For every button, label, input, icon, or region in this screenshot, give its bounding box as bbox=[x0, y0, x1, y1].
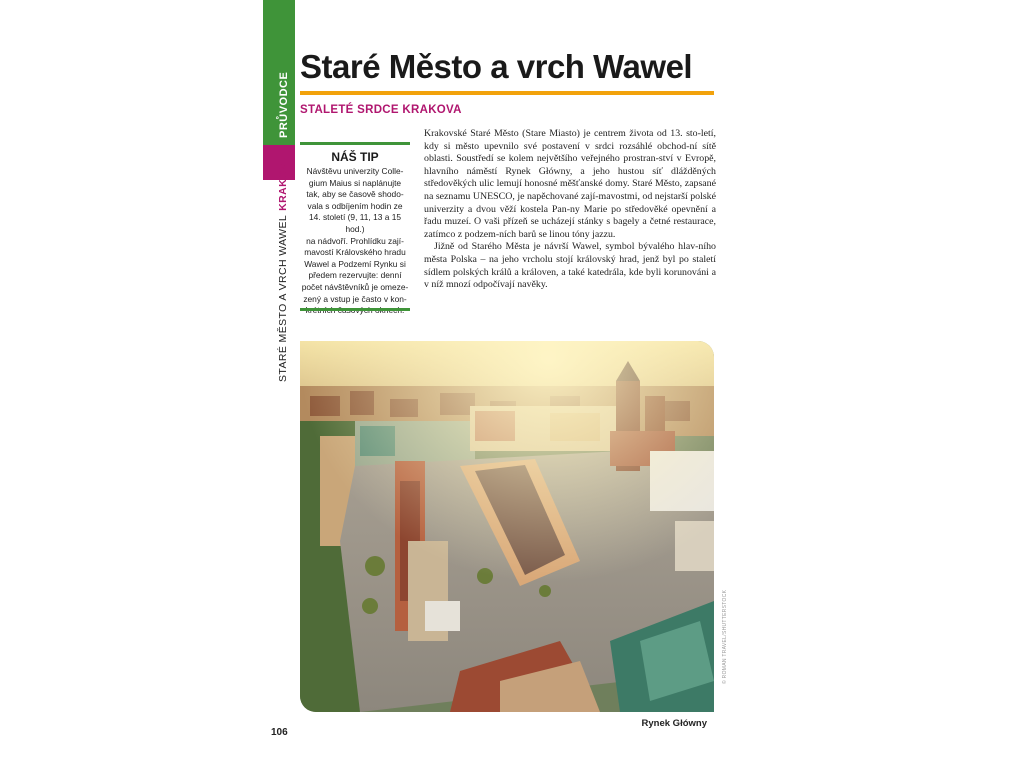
tip-body bbox=[300, 166, 410, 317]
aerial-city-illustration bbox=[300, 341, 714, 712]
tip-line: Návštěvu univerzity Colle- bbox=[306, 166, 404, 176]
tip-line: na nádvoří. Prohlídku zají- bbox=[306, 235, 404, 246]
paragraph: Krakovské Staré Město (Stare Miasto) je centrem života od 13. sto-letí, kdy si město upevnilo své postavení v srdci rozsáhlé obchod-ní sítě oblasti. Soustředí se kolem největšího veřejného prostran-ství v Evropě, hlavního náměstí Rynek Główny, a jeho hustou síť dlážděných středověkých ulic lemují honosné měšťanské domy. Staré Město, zapsané na seznamu UNESCO, je napěchované zají-mavostmi, od nejstarší polské univerzity a dvou věží kostela Pan-ny Marie po středověké opevnění a řadu muzeí. O vaši přízeň se ucházejí stánky s bagely a četné restaurace, zatímco z podzem-ních barů se linou tóny jazzu. bbox=[424, 128, 716, 240]
tip-line: 14. století (9, 11, 13 a 15 hod.) bbox=[308, 212, 402, 234]
tip-line: zený a vstup je často v kon- bbox=[303, 293, 407, 304]
tip-heading: NÁŠ TIP bbox=[331, 150, 379, 164]
title-underline bbox=[300, 91, 714, 95]
city-name: KRAKOV bbox=[277, 162, 289, 211]
page-number: 106 bbox=[271, 727, 288, 738]
tip-line: předem rezervujte: denní bbox=[308, 270, 402, 281]
section-name: STARÉ MĚSTO A VRCH WAWEL bbox=[277, 214, 289, 382]
tip-top-rule bbox=[300, 142, 410, 145]
tip-line: vala s odbíjením hodin ze bbox=[307, 200, 403, 211]
page-subtitle: STALETÉ SRDCE KRAKOVA bbox=[300, 104, 462, 116]
tip-line: gium Maius si naplánujte bbox=[308, 177, 402, 188]
section-spine-label bbox=[277, 163, 289, 382]
paragraph: Jižně od Starého Města je návrší Wawel, symbol bývalého hlav-ního města Polska – na jeho vrcholu stojí královský hrad, jenž byl po staletí sídlem polských králů a královen, a také katedrála, kde byli korunováni a v níž mnozí odpočívají navěky. bbox=[424, 241, 716, 291]
photo-credit: © ROMAN TRAVEL/SHUTTERSTOCK bbox=[722, 589, 728, 684]
rynek-photo bbox=[300, 341, 714, 712]
tip-line: mavostí Královského hradu bbox=[304, 247, 406, 258]
tip-line: Wawel a Podzemí Rynku si bbox=[304, 258, 406, 269]
photo-caption: Rynek Główny bbox=[641, 718, 707, 729]
tip-line: počet návštěvníků je omeze- bbox=[301, 281, 409, 292]
tip-bottom-rule bbox=[300, 308, 410, 311]
guide-label: PRŮVODCE bbox=[278, 71, 290, 138]
page-title: Staré Město a vrch Wawel bbox=[300, 48, 693, 85]
article-body bbox=[424, 128, 716, 292]
tip-line: tak, aby se časově shodo- bbox=[306, 189, 404, 200]
